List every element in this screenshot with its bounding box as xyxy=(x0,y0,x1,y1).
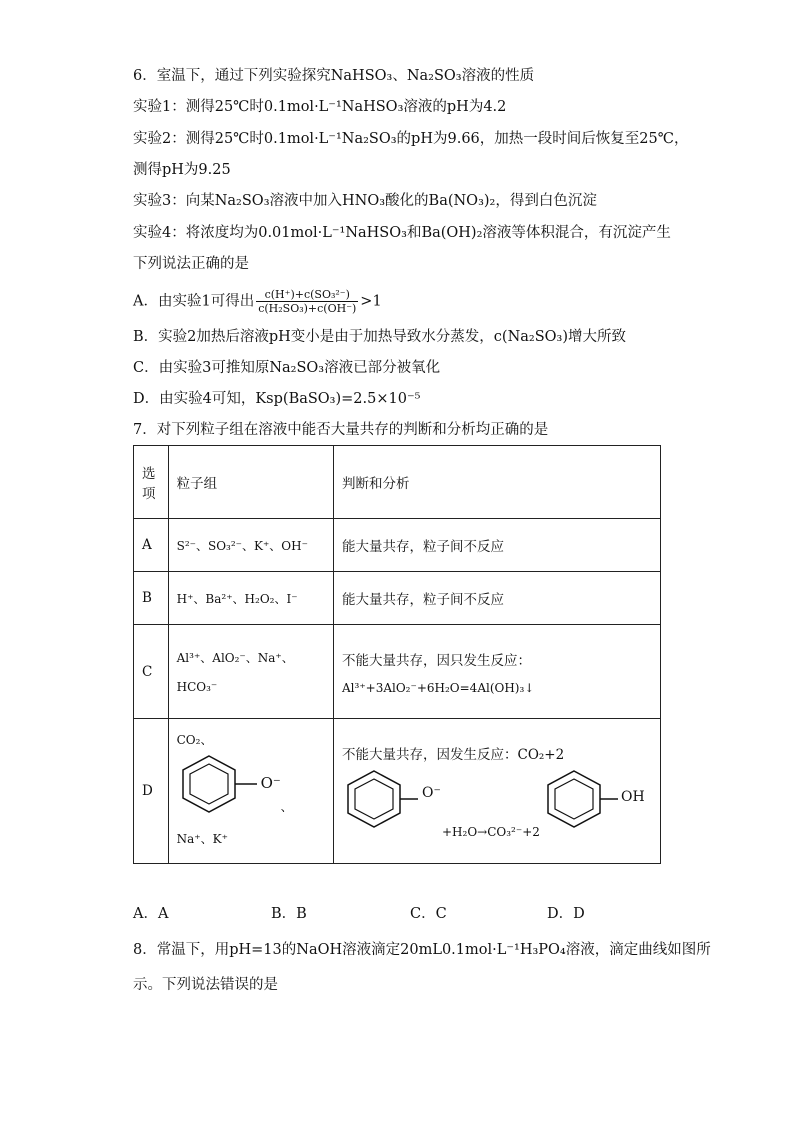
reaction-rings-svg xyxy=(342,767,652,831)
reaction-equation: Al³⁺+3AlO₂⁻+6H₂O=4Al(OH)₃↓ xyxy=(342,680,535,695)
row-ions: H⁺、Ba²⁺、H₂O₂、I⁻ xyxy=(168,572,333,625)
q6-exp2b: 测得pH为9.25 xyxy=(133,162,231,178)
row-option: A xyxy=(134,519,169,572)
row-ions xyxy=(168,625,333,719)
table-row xyxy=(134,625,661,719)
row-ions xyxy=(168,719,333,864)
benzene-inner-ring xyxy=(355,779,393,819)
q6-option-c: C．由实验3可推知原Na₂SO₃溶液已部分被氧化 xyxy=(133,360,441,376)
q6-option-a-suffix: >1 xyxy=(360,293,382,310)
q6-option-a-prefix: A．由实验1可得出 xyxy=(133,293,255,310)
table-header-row xyxy=(134,446,661,519)
analysis-line-2: +H₂O→CO₃²⁻+2 xyxy=(442,825,540,839)
benzene-inner-ring xyxy=(190,764,228,804)
choice-d: D．D xyxy=(547,906,585,922)
q8-line1: 8．常温下，用pH=13的NaOH溶液滴定20mL0.1mol·L⁻¹H₃PO₄溶液，滴定曲线如图所 xyxy=(133,942,711,958)
phenol-oh-label: OH xyxy=(621,789,645,805)
q8-line2: 示。下列说法错误的是 xyxy=(133,977,278,993)
header-option: 选项 xyxy=(134,446,169,519)
q6-option-b: B．实验2加热后溶液pH变小是由于加热导致水分蒸发，c(Na₂SO₃)增大所致 xyxy=(133,329,627,345)
q6-exp1: 实验1：测得25℃时0.1mol·L⁻¹NaHSO₃溶液的pH为4.2 xyxy=(133,99,507,115)
fraction-numerator: c(H⁺)+c(SO₃²⁻) xyxy=(256,288,358,302)
q6-exp2a: 实验2：测得25℃时0.1mol·L⁻¹Na₂SO₃的pH为9.66，加热一段时间后恢复至25℃， xyxy=(133,131,689,147)
q6-ask: 下列说法正确的是 xyxy=(133,256,249,272)
choice-a: A．A xyxy=(133,906,169,922)
comma-mark: 、 xyxy=(280,800,293,814)
header-ions: 粒子组 xyxy=(168,446,333,519)
table-row xyxy=(134,572,661,625)
choice-b: B．B xyxy=(271,906,307,922)
analysis-line-1: 不能大量共存，因只发生反应： xyxy=(342,652,531,669)
choice-c: C．C xyxy=(410,906,447,922)
phenoxide-charge-label: O⁻ xyxy=(422,785,441,801)
q6-exp3: 实验3：向某Na₂SO₃溶液中加入HNO₃酸化的Ba(NO₃)₂，得到白色沉淀 xyxy=(133,193,597,209)
phenoxide-structure xyxy=(177,752,325,816)
q6-exp4: 实验4：将浓度均为0.01mol·L⁻¹NaHSO₃和Ba(OH)₂溶液等体积混合，有沉淀产生 xyxy=(133,225,671,241)
row-analysis xyxy=(334,625,661,719)
fraction-denominator: c(H₂SO₃)+c(OH⁻) xyxy=(258,302,357,315)
row-ions: S²⁻、SO₃²⁻、K⁺、OH⁻ xyxy=(168,519,333,572)
q6-option-a-fraction xyxy=(256,288,358,315)
q6-option-d: D．由实验4可知，Ksp(BaSO₃)=2.5×10⁻⁵ xyxy=(133,391,421,407)
q7-table xyxy=(133,445,661,864)
ions-line-1: CO₂、 xyxy=(176,733,213,747)
analysis-line-1: 不能大量共存，因发生反应：CO₂+2 xyxy=(342,747,565,763)
reaction-structures xyxy=(342,767,652,831)
row-option: C xyxy=(134,625,169,719)
row-analysis: 能大量共存，粒子间不反应 xyxy=(334,572,661,625)
row-option: B xyxy=(134,572,169,625)
benzene-inner-ring xyxy=(555,779,593,819)
ions-line-2: Na⁺、K⁺ xyxy=(176,832,228,846)
table-row xyxy=(134,719,661,864)
row-analysis: 能大量共存，粒子间不反应 xyxy=(334,519,661,572)
table-row xyxy=(134,519,661,572)
q6-stem: 6．室温下，通过下列实验探究NaHSO₃、Na₂SO₃溶液的性质 xyxy=(133,68,535,84)
phenoxide-charge-label: O⁻ xyxy=(260,774,281,792)
q7-stem: 7．对下列粒子组在溶液中能否大量共存的判断和分析均正确的是 xyxy=(133,422,549,438)
header-analysis: 判断和分析 xyxy=(334,446,661,519)
row-analysis xyxy=(334,719,661,864)
ions-line-2: HCO₃⁻ xyxy=(176,680,218,694)
row-option: D xyxy=(134,719,169,864)
q6-option-a xyxy=(133,288,382,315)
ions-line-1: Al³⁺、AlO₂⁻、Na⁺、 xyxy=(176,651,294,665)
